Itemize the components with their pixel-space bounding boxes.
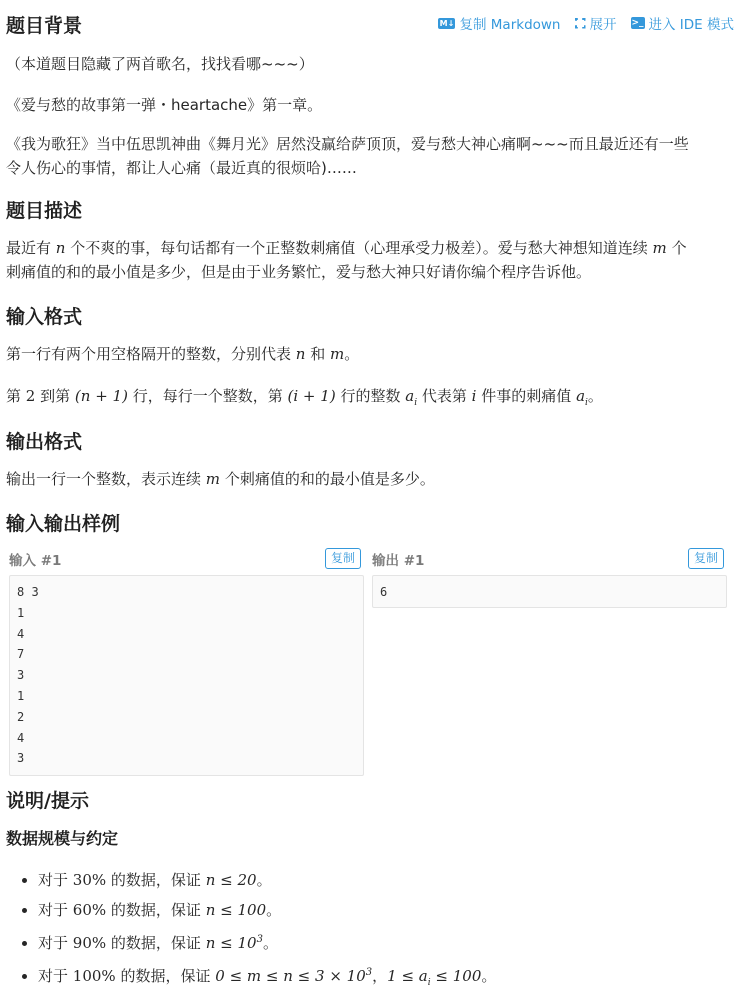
section-title-output-format: 输出格式 bbox=[6, 431, 83, 453]
markdown-icon: M↓ bbox=[439, 18, 455, 28]
header-actions bbox=[438, 13, 734, 33]
constraint-item: • 对于 30% 的数据，保证 n ≤ 20。 bbox=[38, 865, 738, 895]
input-format-line-2: 第 2 到第 (n + 1) 行，每行一个整数，第 (i + 1) 行的整数 $a_i$ 代表第 i 件事的刺痛值 $a_i$。 bbox=[6, 387, 603, 408]
copy-input-button[interactable]: 复制 bbox=[325, 548, 361, 569]
constraint-item: • 对于 100% 的数据，保证 $0 \le m \le n \le 3 \times 10^3$，$1 \le a_i \le 100$。 bbox=[38, 958, 738, 998]
enter-ide-button[interactable]: >_ 进入 IDE 模式 bbox=[631, 17, 734, 33]
expand-icon bbox=[575, 18, 586, 29]
output-format-line-1: 输出一行一个整数，表示连续 m 个刺痛值的和的最小值是多少。 bbox=[6, 470, 435, 488]
section-title-samples: 输入输出样例 bbox=[6, 513, 121, 535]
section-title-input-format: 输入格式 bbox=[6, 306, 83, 328]
sample-output-box[interactable]: 6 bbox=[372, 575, 727, 608]
expand-button[interactable]: 展开 bbox=[575, 13, 617, 33]
input-format-line-1: 第一行有两个用空格隔开的整数，分别代表 n 和 m。 bbox=[6, 345, 360, 363]
terminal-icon: >_ bbox=[631, 18, 644, 28]
copy-markdown-button[interactable]: M↓ 复制 Markdown bbox=[439, 17, 561, 33]
background-paragraph-2: 《爱与愁的故事第一弹・heartache》第一章。 bbox=[6, 96, 323, 114]
section-title-background: 题目背景 bbox=[6, 15, 83, 37]
hint-subtitle: 数据规模与约定 bbox=[6, 829, 119, 848]
background-paragraph-3: 《我为歌狂》当中伍思凯神曲《舞月光》居然没赢给萨顶顶，爱与愁大神心痛啊~~~而且最近还有一些 令人伤心的事情，都让人心痛（最近真的很烦哈)…… bbox=[6, 135, 689, 177]
header-bar bbox=[6, 11, 734, 37]
copy-output-button[interactable]: 复制 bbox=[688, 548, 724, 569]
section-title-hint: 说明/提示 bbox=[6, 790, 89, 812]
description-text: 最近有 n 个不爽的事，每句话都有一个正整数刺痛值（心理承受力极差）。爱与愁大神想知道连续 m 个 刺痛值的和的最小值是多少，但是由于业务繁忙，爱与愁大神只好请你编个程序告诉他。 bbox=[6, 239, 687, 281]
section-title-description: 题目描述 bbox=[6, 200, 83, 222]
constraint-item: • 对于 60% 的数据，保证 n ≤ 100。 bbox=[38, 895, 738, 925]
sample-input-label: 输入 #1 bbox=[9, 553, 62, 569]
constraint-item: • 对于 90% 的数据，保证 $n \le 10^3$。 bbox=[38, 925, 738, 958]
sample-output-label: 输出 #1 bbox=[372, 553, 425, 569]
constraints-list bbox=[6, 865, 738, 998]
sample-input-box[interactable]: 8 3 1 4 7 3 1 2 4 3 bbox=[9, 575, 364, 776]
background-paragraph-1: （本道题目隐藏了两首歌名，找找看哪~~~） bbox=[6, 55, 314, 73]
